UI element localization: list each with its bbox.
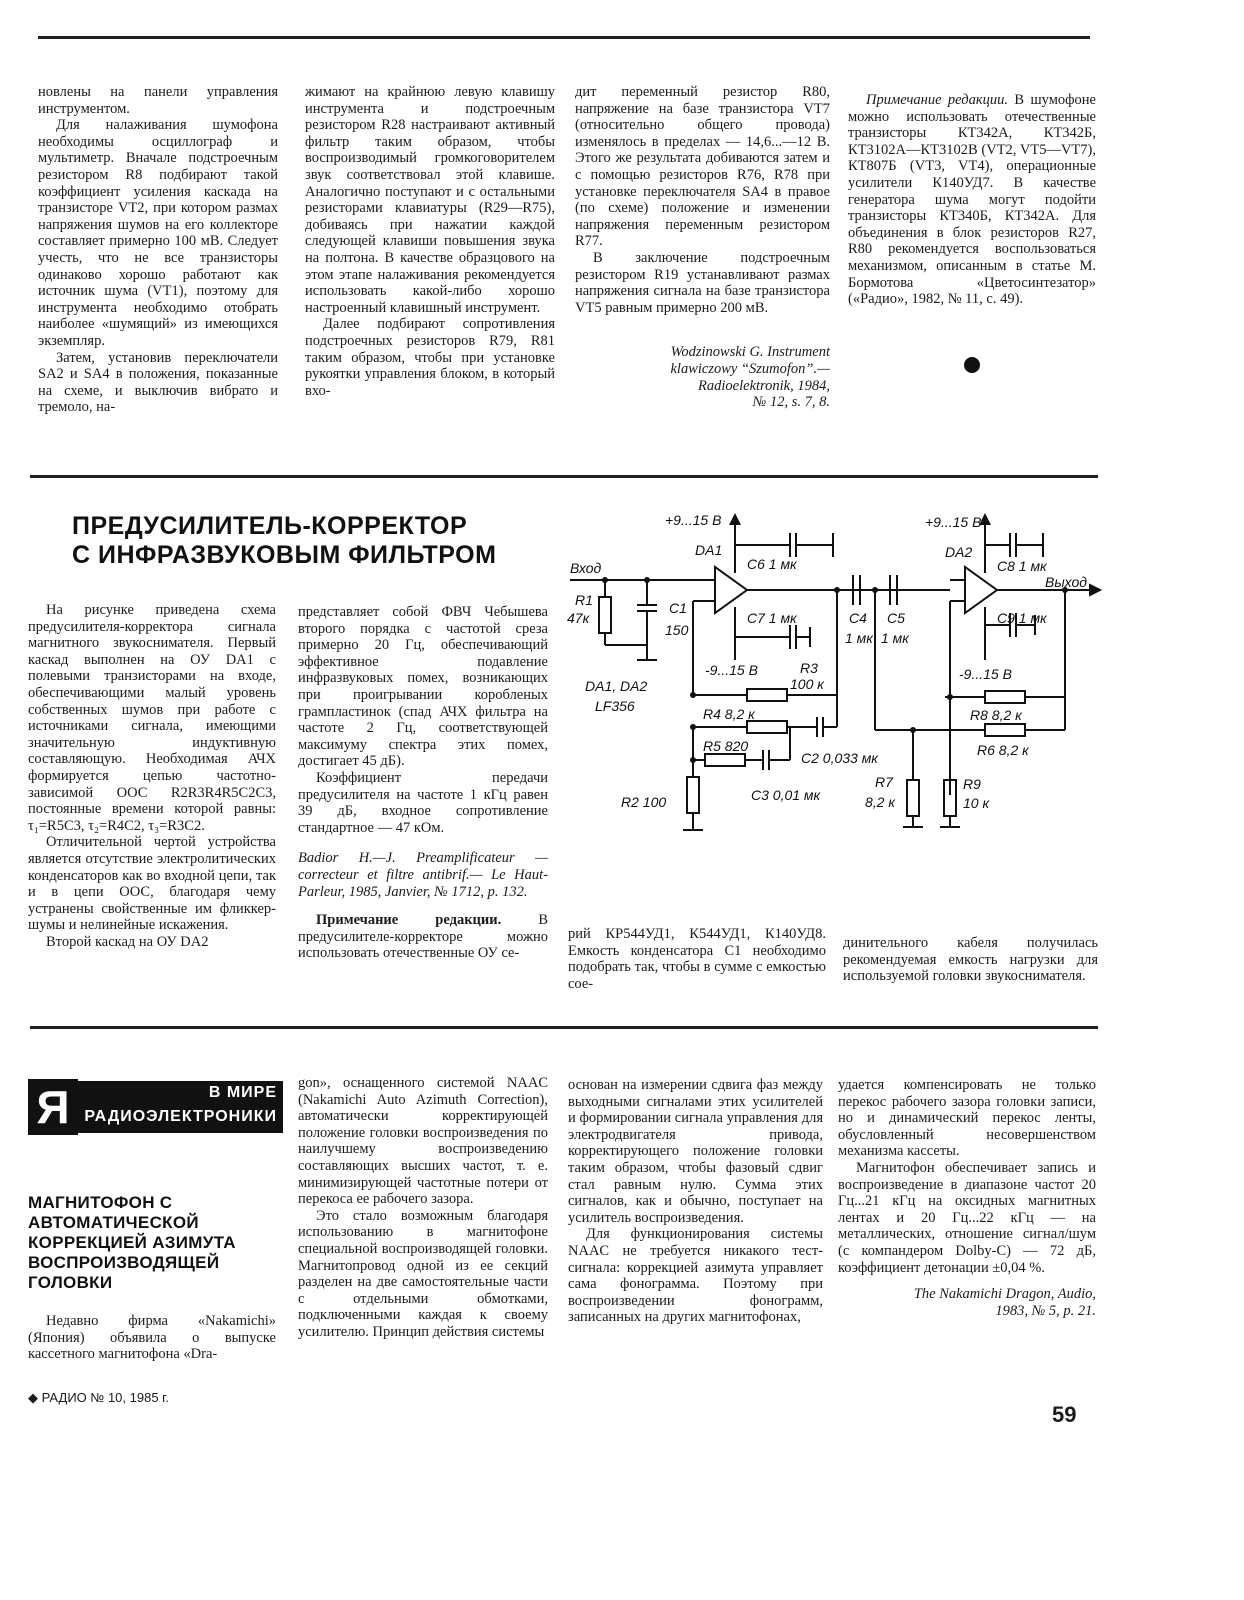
bot-col-3 xyxy=(568,1077,823,1326)
r3-value: 100 к xyxy=(790,676,824,692)
rubric-title: В МИРЕ РАДИОЭЛЕКТРОНИКИ xyxy=(78,1081,283,1133)
paragraph: Магнитофон обеспечивает запись и воспроизведение в диапазоне частот 20 Гц...21 кГц на оксидных магнитных лентах и 20 Гц...22 кГц — на металлических, отношение сигнал/шум (с компандером Dolby-C) — 72 дБ, коэффициент детонации ±0,04 %. xyxy=(838,1159,1096,1276)
paragraph: В заключение подстроечным резистором R19 устанавливают размах напряжения сигнала на базе транзистора VT5 равным примерно 200 мВ. xyxy=(575,249,830,316)
paragraph: основан на измерении сдвига фаз между выходными сигналами этих усилителей и формировании сигнала управления для электродвигателя привода, корректирующего положение головки таким образом, чтобы фазовый сдвиг стал равным нулю. Сумма этих сигналов, как и обычно, поступает на усилитель воспроизведения. xyxy=(568,1077,823,1226)
paragraph: Недавно фирма «Nakamichi» (Япония) объявила о выпуске кассетного магнитофона «Dra- xyxy=(28,1313,276,1363)
mid-col-1 xyxy=(28,602,276,950)
r6-label: R6 8,2 к xyxy=(977,742,1029,758)
article-title-tape: МАГНИТОФОН С АВТОМАТИЧЕСКОЙ КОРРЕКЦИЕЙ АЗИМУТА ВОСПРОИЗВОДЯЩЕЙ ГОЛОВКИ xyxy=(28,1193,236,1292)
paragraph: Второй каскад на ОУ DA2 xyxy=(46,933,209,950)
paragraph: удается компенсировать не только перекос рабочего зазора головки записи, но и динамический перекос ленты, обусловленный несовершенством механизма кассеты. xyxy=(838,1077,1096,1160)
bot-col-2 xyxy=(298,1075,548,1341)
supply-neg-2: -9...15 В xyxy=(959,666,1012,682)
r1-name: R1 xyxy=(575,592,593,608)
r5-label: R5 820 xyxy=(703,738,749,754)
paragraph: Затем, установив переключатели SA2 и SA4 в положения, показанные на схеме, и выключив вибрато и тремоло, на- xyxy=(38,349,278,416)
bottom-rule xyxy=(30,1026,1098,1029)
paragraph: Для налаживания шумофона необходимы осциллограф и мультиметр. Вначале подстроечным резистором R8 подбирают такой коэффициент усиления каскада на транзисторе VT2, при котором размах напряжения шумов на его коллекторе составляет примерно 100 мВ. Следует учесть, что не все транзисторы одинаково хорошо работают как источник шума (VT1), поэтому для инструмента необходимо отобрать наиболее «шумящий» из имеющихся экземпляр. xyxy=(38,117,278,349)
c5-value: 1 мк xyxy=(881,630,909,646)
top-col-1 xyxy=(38,84,278,416)
r8-label: R8 8,2 к xyxy=(970,707,1022,723)
paragraph: представляет собой ФВЧ Чебышева второго порядка с частотой среза примерно 20 Гц, обеспечивающий эффективное подавление инфразвуковых помех, возникающих при проигрывании коробленых грампластинок (спад АЧХ фильтра на частоте 2 Гц, соответствующей максимуму спектра этих помех, достигает 45 дБ). xyxy=(298,604,548,770)
paragraph: gon», оснащенного системой NAAC (Nakamichi Auto Azimuth Correction), автоматически корректирующей положение головки воспроизведения по наилучшему воспроизведению составляющих высших частот, т. е. минимизирующей частотные потери от перекоса ее рабочего зазора. xyxy=(298,1075,548,1208)
paragraph: новлены на панели управления инструментом. xyxy=(38,84,278,117)
c7-label: C7 1 мк xyxy=(747,610,797,626)
r2-label: R2 100 xyxy=(621,794,667,810)
mid-col-2 xyxy=(298,604,548,962)
c9-label: C9 1 мк xyxy=(997,610,1047,626)
c4-value: 1 мк xyxy=(845,630,873,646)
top-col-3 xyxy=(575,84,830,411)
c5-name: C5 xyxy=(887,610,905,626)
paragraph: дит переменный резистор R80, напряжение на базе транзистора VT7 (относительно общего провода) изменялось в пределах — 14,6...—12 В. Этого же результата добиваются затем и с помощью резисторов R76, R78 при установке переключателя SA4 в правое (по схеме) положение и изменении напряжения переменным резистором R77. xyxy=(575,84,830,250)
c6-label: C6 1 мк xyxy=(747,556,797,572)
r9-name: R9 xyxy=(963,776,981,792)
r1-value: 47к xyxy=(567,610,590,626)
paragraph: Коэффициент передачи предусилителя на частоте 1 кГц равен 39 дБ, входное сопротивление стандартное — 47 кОм. xyxy=(298,769,548,836)
da2-label: DA2 xyxy=(945,544,973,560)
page-number: 59 xyxy=(1052,1402,1077,1427)
journal-footer: ◆ РАДИО № 10, 1985 г. xyxy=(28,1390,169,1405)
ic-type-1: DA1, DA2 xyxy=(585,678,648,694)
top-col-4 xyxy=(848,92,1096,308)
note-label: Примечание редакции. xyxy=(866,92,1008,108)
logo-mark-icon: Я xyxy=(28,1079,78,1135)
top-rule xyxy=(38,36,1090,39)
article-title-preamp: ПРЕДУСИЛИТЕЛЬ-КОРРЕКТОР С ИНФРАЗВУКОВЫМ ФИЛЬТРОМ xyxy=(72,512,497,569)
c1-value: 150 xyxy=(665,622,689,638)
paragraph: динительного кабеля получилась рекомендуемая емкость нагрузки для используемой головки звукоснимателя. xyxy=(843,935,1098,985)
r9-value: 10 к xyxy=(963,795,990,811)
da1-label: DA1 xyxy=(695,542,723,558)
editor-note: Примечание редакции. В шумофоне можно использовать отечественные транзисторы КТ342А, КТ342Б, КТ3102А—КТ3102В (VT2, VT5—VT7), КТ807Б (VT3, VT4), операционные усилители К140УД7. В качестве генератора шума могут подойти транзисторы КТ340Б, КТ342А. Для объединения в блок резисторов R27, R80 рекомендуется воспользоваться механизмом, описанным в статье М. Бормотова «Цветосинтезатор» («Радио», 1982, № 11, с. 49). xyxy=(848,92,1096,308)
paragraph: жимают на крайнюю левую клавишу инструмента и подстроечным резистором R28 настраивают активный фильтр таким образом, чтобы воспроизводимый громкоговорителем звук соответствовал этой клавише. Аналогично поступают и с остальными резисторами клавиатуры (R29—R75), добиваясь при нажатии каждой следующей клавиши повышения звука на полтона. В качестве образцового на этом этапе налаживания рекомендуется использовать какой-либо хорошо настроенный клавишный инструмент. xyxy=(305,84,555,316)
supply-neg-1: -9...15 В xyxy=(705,662,758,678)
r4-label: R4 8,2 к xyxy=(703,706,755,722)
ic-type-2: LF356 xyxy=(595,698,635,714)
reference: Badior H.—J. Preamplificateur — correcteur et filtre antibrif.— Le Haut-Parleur, 1985, Janvier, № 1712, p. 132. xyxy=(298,850,548,900)
reference: Wodzinowski G. Instrument klawiczowy “Szumofon”.— Radioelektronik, 1984, № 12, s. 7, 8. xyxy=(670,344,830,411)
supply-pos-2: +9...15 В xyxy=(925,514,982,530)
end-mark-dot xyxy=(964,357,980,373)
input-label: Вход xyxy=(570,560,602,576)
paragraph: Для функционирования системы NAAC не требуется никакого тест-сигнала: коррекцией азимута управляет сама фонограмма. Поэтому при воспроизведении фонограмм, записанных на других магнитофонах, xyxy=(568,1226,823,1326)
paragraph: На рисунке приведена схема предусилителя-корректора сигнала магнитного звукоснимателя. Первый каскад выполнен на ОУ DA1 с полевыми транзисторами на входе, обеспечивающими малый уровень собственных шумов при работе с источниками сигнала, имеющими значительную индуктивную составляющую. Необходимая АЧХ формируется цепью частотно-зависимой ООС R2R3R4R5C2C3, постоянные времени которой равны: τ₁=R5C3, τ₂=R4C2, τ₃=R3C2. xyxy=(28,602,276,834)
mid-col-4 xyxy=(843,935,1098,985)
rubric-logo xyxy=(28,1079,283,1135)
reference: The Nakamichi Dragon, Audio, 1983, № 5, p. 21. xyxy=(913,1286,1096,1319)
paragraph: рий КР544УД1, К544УД1, К140УД8. Емкость конденсатора С1 необходимо подобрать так, чтобы в сумме с емкостью сое- xyxy=(568,926,826,992)
c1-name: C1 xyxy=(669,600,687,616)
supply-pos-1: +9...15 В xyxy=(665,512,722,528)
c4-name: C4 xyxy=(849,610,867,626)
mid-col-3 xyxy=(568,926,826,992)
bot-col-4 xyxy=(838,1077,1096,1319)
note-label: Примечание редакции. xyxy=(316,912,502,929)
editor-note: Примечание редакции. В предусилителе-корректоре можно использовать отечественные ОУ се- xyxy=(298,912,548,962)
top-col-2 xyxy=(305,84,555,399)
paragraph: Далее подбирают сопротивления подстроечных резисторов R79, R81 таким образом, чтобы при установке рукоятки управления блоком, в который вхо- xyxy=(305,316,555,399)
r3-name: R3 xyxy=(800,660,818,676)
r7-value: 8,2 к xyxy=(865,794,895,810)
preamp-schematic xyxy=(565,505,1105,845)
c8-label: C8 1 мк xyxy=(997,558,1047,574)
c2-label: C2 0,033 мк xyxy=(801,750,878,766)
c3-label: C3 0,01 мк xyxy=(751,787,821,803)
output-label: Выход xyxy=(1045,574,1088,590)
paragraph: Отличительной чертой устройства является отсутствие электролитических конденсаторов как во входной цепи, так и в цепи ООС, благодаря чему устранены свойственные им фликкер-шумы и нелинейные искажения. xyxy=(28,834,276,934)
middle-rule xyxy=(30,475,1098,478)
bot-col-1 xyxy=(28,1313,276,1363)
r7-name: R7 xyxy=(875,774,893,790)
paragraph: Это стало возможным благодаря использованию в магнитофоне специальной воспроизводящей головки. Магнитопровод одной из ее секций разделен на две самостоятельные части с отдельными обмотками, подключенными каждая к своему усилителю. Принцип действия системы xyxy=(298,1207,548,1340)
